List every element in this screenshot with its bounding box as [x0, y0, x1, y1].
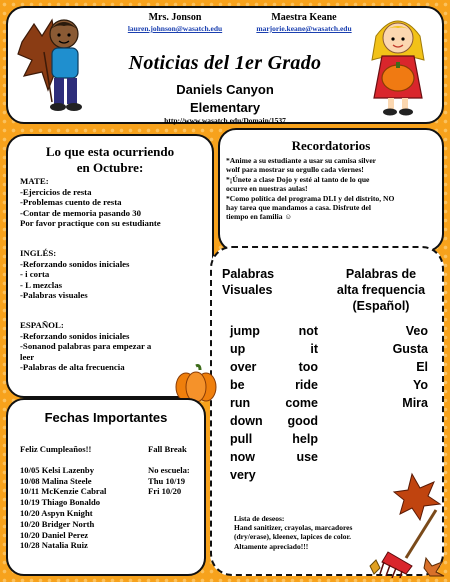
- list-item: not: [298, 324, 318, 338]
- list-item: 10/20 Bridger North: [20, 518, 95, 529]
- list-item: it: [310, 342, 318, 356]
- list-item: come: [285, 396, 318, 410]
- important-dates-section: [6, 398, 206, 576]
- english-topics-list: INGLÉS: -Reforzando sonidos iniciales - i corta - L mezclas -Palabras visuales: [20, 248, 130, 301]
- school-name-line1: Daniels Canyon: [176, 82, 274, 97]
- header-banner: [6, 6, 444, 124]
- important-dates-heading: Fechas Importantes: [44, 410, 168, 425]
- teacher1-email-link[interactable]: lauren.johnson@wasatch.edu: [127, 24, 223, 33]
- list-item: down: [230, 414, 263, 428]
- list-item: help: [292, 432, 318, 446]
- sight-words-heading: Palabras Visuales: [222, 267, 275, 297]
- list-item: 10/05 Kelsi Lazenby: [20, 464, 95, 475]
- list-item: use: [296, 450, 318, 464]
- teacher2-name: Maestra Keane: [271, 12, 337, 23]
- list-item: pull: [230, 432, 253, 446]
- list-item: over: [230, 360, 257, 374]
- wish-list: Lista de deseos: Hand sanitizer, crayolas, marcadores (dry/erase), kleenex, lapices de color. Altamente apreciado!!!: [234, 514, 353, 551]
- fall-break-heading: Fall Break: [148, 444, 187, 454]
- frequency-words-column: [362, 322, 428, 412]
- list-item: now: [230, 450, 255, 464]
- list-item: too: [298, 360, 318, 374]
- list-item: be: [230, 378, 245, 392]
- list-item: 10/19 Thiago Bonaldo: [20, 497, 101, 508]
- list-item: 10/08 Malina Steele: [20, 475, 92, 486]
- spanish-topics-list: ESPAÑOL: -Reforzando sonidos iniciales -Sonanod palabras para empezar a leer -Palabras de alta frecuencia: [20, 320, 152, 373]
- list-item: good: [287, 414, 318, 428]
- list-item: 10/20 Aspyn Knight: [20, 507, 93, 518]
- birthdays-heading: Feliz Cumpleaños!!: [20, 444, 92, 454]
- list-item: El: [416, 360, 428, 374]
- rake-and-leaves-icon: [366, 470, 446, 578]
- newsletter-title: Noticias del 1er Grado: [128, 52, 322, 74]
- list-item: 10/20 Daniel Perez: [20, 529, 89, 540]
- reminders-list: *Anime a su estudiante a usar su camisa silver wolf para mostrar su orgullo cada viernes! *¡Únete a clase Dojo y esté al tanto de lo que ocurre en nuestras aulas! *Como política del programa DLI y del distrito, NO hay tarea que mandamos a casa. Disfrute del tiempo en familia ☺: [226, 156, 395, 222]
- october-topics-heading: Lo que esta ocurriendo en Octubre:: [45, 144, 175, 175]
- list-item: Veo: [405, 324, 428, 338]
- list-item: 10/28 Natalia Ruiz: [20, 540, 88, 551]
- boy-with-leaf-icon: [12, 12, 92, 118]
- fall-break-info: Fall Break No escuela: Thu 10/19 Fri 10/20: [148, 444, 190, 497]
- list-item: Mira: [402, 396, 428, 410]
- sight-words-column1: [230, 322, 263, 484]
- list-item: run: [230, 396, 251, 410]
- frequency-words-heading: Palabras de alta frequencia (Español): [336, 267, 426, 313]
- sight-words-column2: [272, 322, 318, 466]
- list-item: up: [230, 342, 246, 356]
- teacher1-contact: [116, 12, 234, 34]
- list-item: 10/11 McKenzie Cabral: [20, 486, 107, 497]
- list-item: Yo: [412, 378, 428, 392]
- list-item: Gusta: [392, 342, 428, 356]
- list-item: ride: [295, 378, 318, 392]
- birthdays-list: [20, 444, 106, 551]
- math-topics-list: MATE: -Ejercicios de resta -Problemas cuento de resta -Contar de memoria pasando 30 Por favor practique con su estudiante: [20, 176, 161, 229]
- list-item: jump: [230, 324, 260, 338]
- teacher1-name: Mrs. Jonson: [148, 12, 202, 23]
- girl-with-pumpkin-icon: [358, 12, 438, 118]
- reminders-heading: Recordatorios: [291, 138, 371, 153]
- teacher2-contact: [240, 12, 368, 34]
- teacher2-email-link[interactable]: marjorie.keane@wasatch.edu: [256, 24, 352, 33]
- list-item: very: [230, 468, 256, 482]
- reminders-section: [218, 128, 444, 252]
- school-url-link[interactable]: http://www.wasatch.edu/Domain/1537: [164, 116, 286, 125]
- school-name-line2: Elementary: [189, 100, 261, 115]
- october-topics-section: [6, 134, 214, 398]
